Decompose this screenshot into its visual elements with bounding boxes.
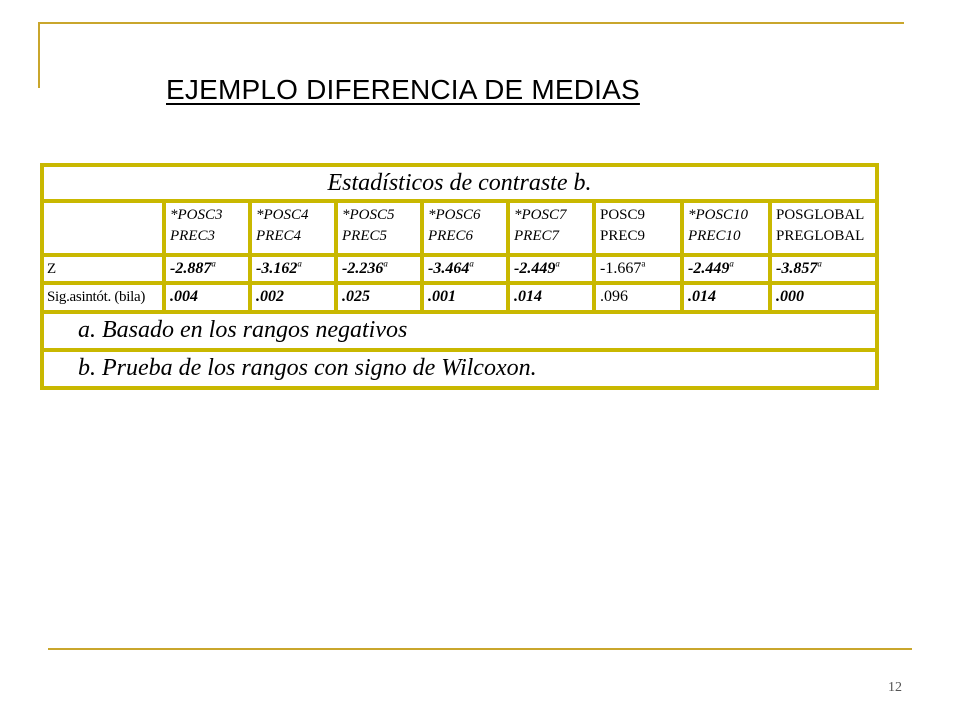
- footnote-b: b. Prueba de los rangos con signo de Wilcoxon.: [44, 352, 875, 386]
- column-header: *POSC5 PREC5: [338, 203, 420, 253]
- footnote-a: a. Basado en los rangos negativos: [44, 314, 875, 348]
- slide-title: EJEMPLO DIFERENCIA DE MEDIAS: [166, 74, 640, 105]
- top-rule: [40, 22, 904, 24]
- row-label-sig: Sig.asintót. (bila): [44, 285, 162, 310]
- z-value: -2.449$^a$: [510, 257, 592, 281]
- z-value: -2.887$^a$: [166, 257, 248, 281]
- column-header: *POSC6 PREC6: [424, 203, 506, 253]
- page-number: 12: [888, 680, 902, 695]
- sig-value: .025: [338, 285, 420, 310]
- column-header: POSGLOBAL PREGLOBAL: [772, 203, 875, 253]
- sig-value: .096: [596, 285, 680, 310]
- column-header: *POSC10 PREC10: [684, 203, 768, 253]
- z-value: -2.449$^a$: [684, 257, 768, 281]
- statistics-table: [40, 163, 879, 390]
- z-value: -1.667$^a$: [596, 257, 680, 281]
- sig-value: .000: [772, 285, 875, 310]
- z-value: -2.236$^a$: [338, 257, 420, 281]
- z-value: -3.857$^a$: [772, 257, 875, 281]
- table-caption: Estadísticos de contraste b.: [44, 167, 875, 199]
- column-header: POSC9 PREC9: [596, 203, 680, 253]
- z-value: -3.464$^a$: [424, 257, 506, 281]
- header-corner-cell: [44, 203, 162, 253]
- sig-value: .001: [424, 285, 506, 310]
- column-header: *POSC7 PREC7: [510, 203, 592, 253]
- sig-value: .014: [510, 285, 592, 310]
- left-rule: [38, 22, 40, 88]
- column-header: *POSC4 PREC4: [252, 203, 334, 253]
- sig-value: .004: [166, 285, 248, 310]
- column-header: *POSC3 PREC3: [166, 203, 248, 253]
- row-label-z: Z: [44, 257, 162, 281]
- sig-value: .002: [252, 285, 334, 310]
- z-value: -3.162$^a$: [252, 257, 334, 281]
- sig-value: .014: [684, 285, 768, 310]
- bottom-rule: [48, 648, 912, 650]
